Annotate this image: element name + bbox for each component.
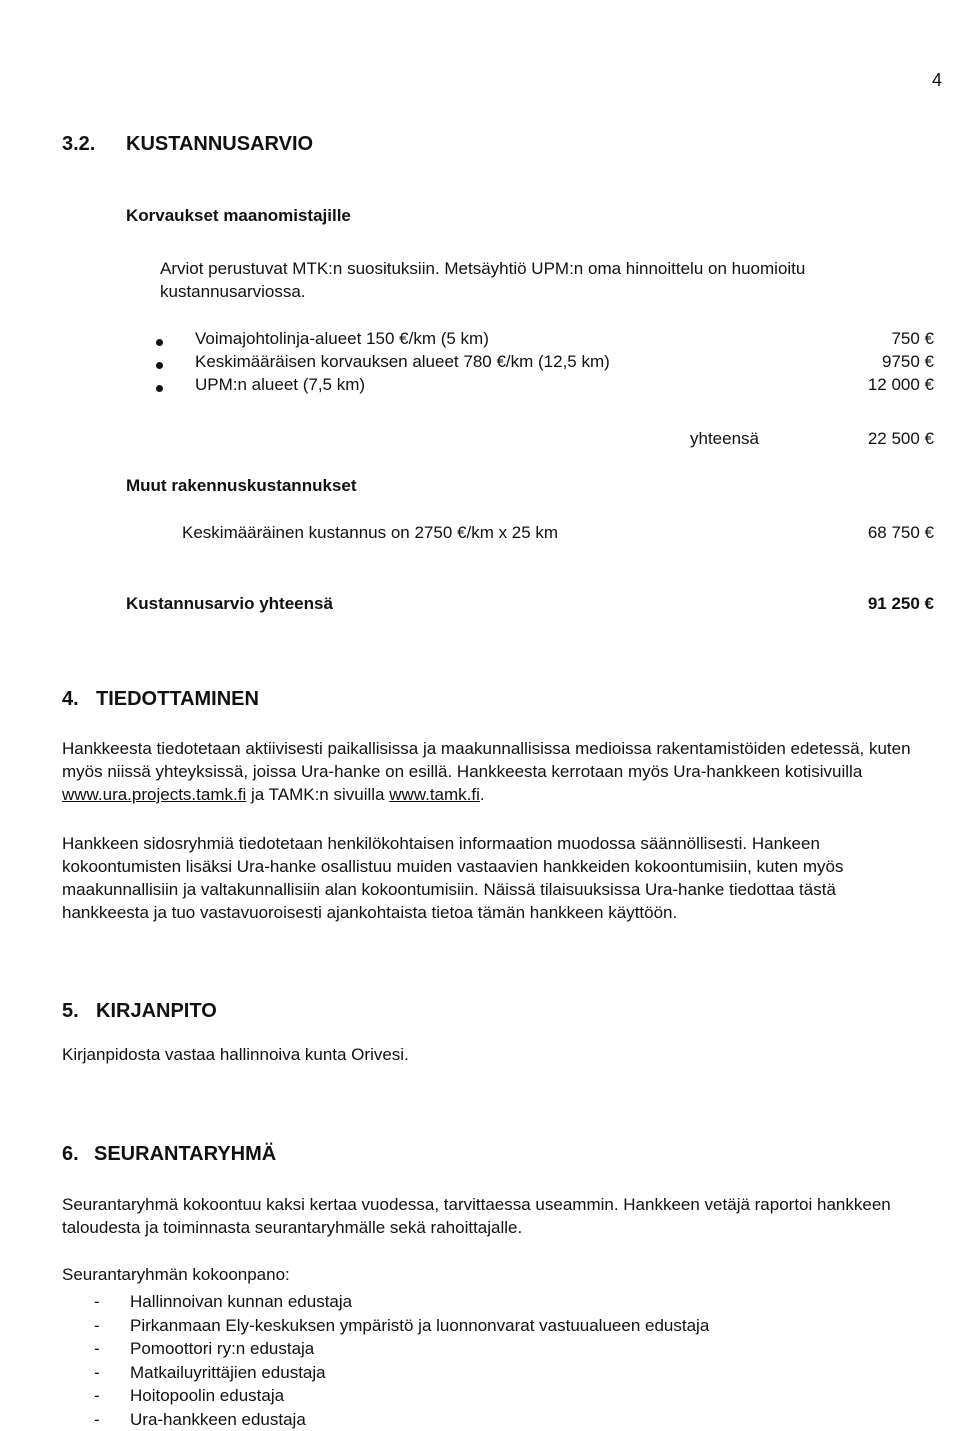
page-number: 4 [932,70,942,91]
compensation-item-amount: 750 € [891,329,934,349]
compensation-intro: Arviot perustuvat MTK:n suosituksiin. Metsäyhtiö UPM:n oma hinnoittelu on huomioitu kustannusarviossa. [160,257,940,303]
section-4-title: TIEDOTTAMINEN [96,688,259,711]
list-item [64,1337,709,1361]
section-6-text: Seurantaryhmä kokoontuu kaksi kertaa vuodessa, tarvittaessa useammin. Hankkeen vetäjä raportoi hankkeen taloudesta ja toiminnasta seurantaryhmälle sekä rahoittajalle. [62,1193,922,1239]
dash-icon: - [94,1290,100,1314]
dash-icon: - [94,1361,100,1385]
dash-icon: - [94,1384,100,1408]
bullet-icon [156,339,163,346]
section-5-number: 5. [62,1000,79,1023]
dash-icon: - [94,1337,100,1361]
section-4-number: 4. [62,688,79,711]
compensation-item-label: UPM:n alueet (7,5 km) [195,375,365,395]
section-6-title: SEURANTARYHMÄ [94,1143,276,1166]
list-item [64,1361,709,1385]
member-label: Matkailuyrittäjien edustaja [130,1363,326,1382]
grand-total-amount: 91 250 € [868,594,934,614]
section-5-title: KIRJANPITO [96,1000,217,1023]
list-item [64,1314,709,1338]
dash-icon: - [94,1314,100,1338]
other-costs-line-amount: 68 750 € [868,523,934,543]
member-label: Hallinnoivan kunnan edustaja [130,1292,352,1311]
section-4-paragraph-1-text: Hankkeesta tiedotetaan aktiivisesti paikallisissa ja maakunnallisissa medioissa rakentamistöiden edetessä, kuten myös niissä yhteyksissä, joissa Ura-hanke on esillä. Hankkeesta kerrotaan myös Ura-hankkeen kotisivuilla [62,739,911,781]
compensation-total-amount: 22 500 € [868,429,934,449]
compensation-item-label: Voimajohtolinja-alueet 150 €/km (5 km) [195,329,489,349]
compensation-item-label: Keskimääräisen korvauksen alueet 780 €/km (12,5 km) [195,352,610,372]
section-4-paragraph-1-mid: ja TAMK:n sivuilla [246,785,389,804]
list-item [64,1408,709,1431]
member-label: Ura-hankkeen edustaja [130,1410,306,1429]
ura-projects-link[interactable]: www.ura.projects.tamk.fi [62,785,246,804]
dash-icon: - [94,1408,100,1431]
section-5-text: Kirjanpidosta vastaa hallinnoiva kunta Orivesi. [62,1045,409,1065]
section-4-paragraph-1 [62,737,947,806]
member-label: Hoitopoolin edustaja [130,1386,284,1405]
bullet-icon [156,385,163,392]
members-heading: Seurantaryhmän kokoonpano: [62,1265,290,1285]
tamk-link[interactable]: www.tamk.fi [389,785,480,804]
member-label: Pomoottori ry:n edustaja [130,1339,314,1358]
section-4-paragraph-2: Hankkeen sidosryhmiä tiedotetaan henkilökohtaisen informaation muodossa säännöllisesti. Hankeen kokoontumisten lisäksi Ura-hanke osallistuu muiden vastaavien hankkeiden kokoontumisiin, kuten myös maakunnallisiin ja valtakunnallisiin alan kokoontumisiin. Näissä tilaisuuksissa Ura-hanke tiedottaa tästä hankkeesta ja tuo vastavuoroisesti ajankohtaista tietoa tämän hankkeen käyttöön. [62,832,922,924]
section-3-2-title: KUSTANNUSARVIO [126,133,313,156]
compensation-heading: Korvaukset maanomistajille [126,206,351,226]
section-4-paragraph-1-end: . [480,785,485,804]
members-list [64,1290,709,1431]
section-3-2-number: 3.2. [62,133,95,156]
list-item [64,1384,709,1408]
bullet-icon [156,362,163,369]
compensation-item-amount: 12 000 € [868,375,934,395]
other-costs-line-label: Keskimääräinen kustannus on 2750 €/km x 25 km [182,523,558,543]
other-costs-heading: Muut rakennuskustannukset [126,476,357,496]
member-label: Pirkanmaan Ely-keskuksen ympäristö ja luonnonvarat vastuualueen edustaja [130,1316,709,1335]
compensation-item-amount: 9750 € [882,352,934,372]
grand-total-label: Kustannusarvio yhteensä [126,594,333,614]
section-6-number: 6. [62,1143,79,1166]
list-item [64,1290,709,1314]
compensation-total-label: yhteensä [690,429,759,449]
